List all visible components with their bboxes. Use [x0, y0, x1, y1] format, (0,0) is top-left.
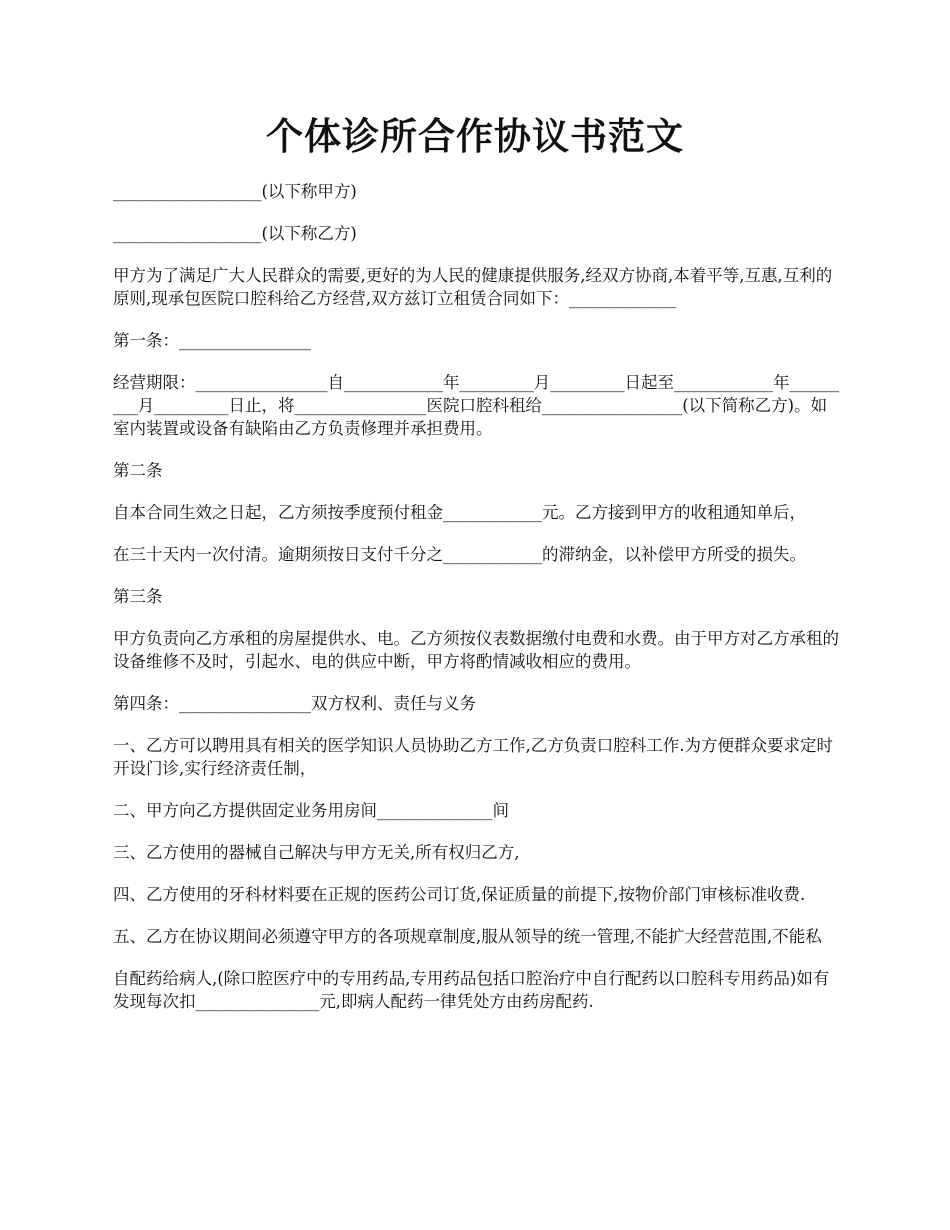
article-3-heading: 第三条	[113, 587, 163, 606]
rent-paragraph: 自本合同生效之日起，乙方须按季度预付租金____________元。乙方接到甲方的收租通知单后，	[113, 503, 806, 522]
clause-5-continued-paragraph: 自配药给病人,(除口腔医疗中的专用药品,专用药品包括口腔治疗中自行配药以口腔科专用药品)如有发现每次扣_______________元,即病人配药一律凭处方由药房配药.	[113, 969, 830, 1011]
clause-4-paragraph: 四、乙方使用的牙科材料要在正规的医药公司订货,保证质量的前提下,按物价部门审核标准收费.	[113, 885, 806, 904]
utilities-paragraph: 甲方负责向乙方承租的房屋提供水、电。乙方须按仪表数据缴付电费和水费。由于甲方对乙方承租的设备维修不及时，引起水、电的供应中断，甲方将酌情减收相应的费用。	[113, 629, 839, 671]
term-paragraph: 经营期限：________________自____________年_________月_________日起至____________年_________月_________日止，将________________医院口腔科租给_________________(以下简称乙方)。如室内装置或设备有缺陷由乙方负责修理并承担费用。	[113, 373, 839, 438]
clause-3-paragraph: 三、乙方使用的器械自己解决与甲方无关,所有权归乙方,	[113, 843, 520, 862]
article-1-heading: 第一条：________________	[113, 331, 311, 350]
clause-2-paragraph: 二、甲方向乙方提供固定业务用房间______________间	[113, 801, 509, 820]
party-b-line: __________________(以下称乙方)	[113, 224, 357, 243]
article-2-heading: 第二条	[113, 461, 163, 480]
preamble-paragraph: 甲方为了满足广大人民群众的需要,更好的为人民的健康提供服务,经双方协商,本着平等,互惠,互利的原则,现承包医院口腔科给乙方经营,双方兹订立租赁合同如下：_____________	[113, 266, 833, 308]
clause-5-paragraph: 五、乙方在协议期间必须遵守甲方的各项规章制度,服从领导的统一管理,不能扩大经营范围,不能私	[113, 927, 822, 946]
article-4-heading: 第四条：________________双方权利、责任与义务	[113, 694, 476, 713]
document-body	[113, 180, 841, 1032]
clause-1-paragraph: 一、乙方可以聘用具有相关的医学知识人员协助乙方工作,乙方负责口腔科工作.为方便群众要求定时开设门诊,实行经济责任制，	[113, 736, 833, 778]
party-a-line: __________________(以下称甲方)	[113, 182, 357, 201]
document-title: 个体诊所合作协议书范文	[266, 114, 684, 158]
payment-paragraph: 在三十天内一次付清。逾期须按日支付千分之____________的滞纳金，以补偿甲方所受的损失。	[113, 545, 806, 564]
